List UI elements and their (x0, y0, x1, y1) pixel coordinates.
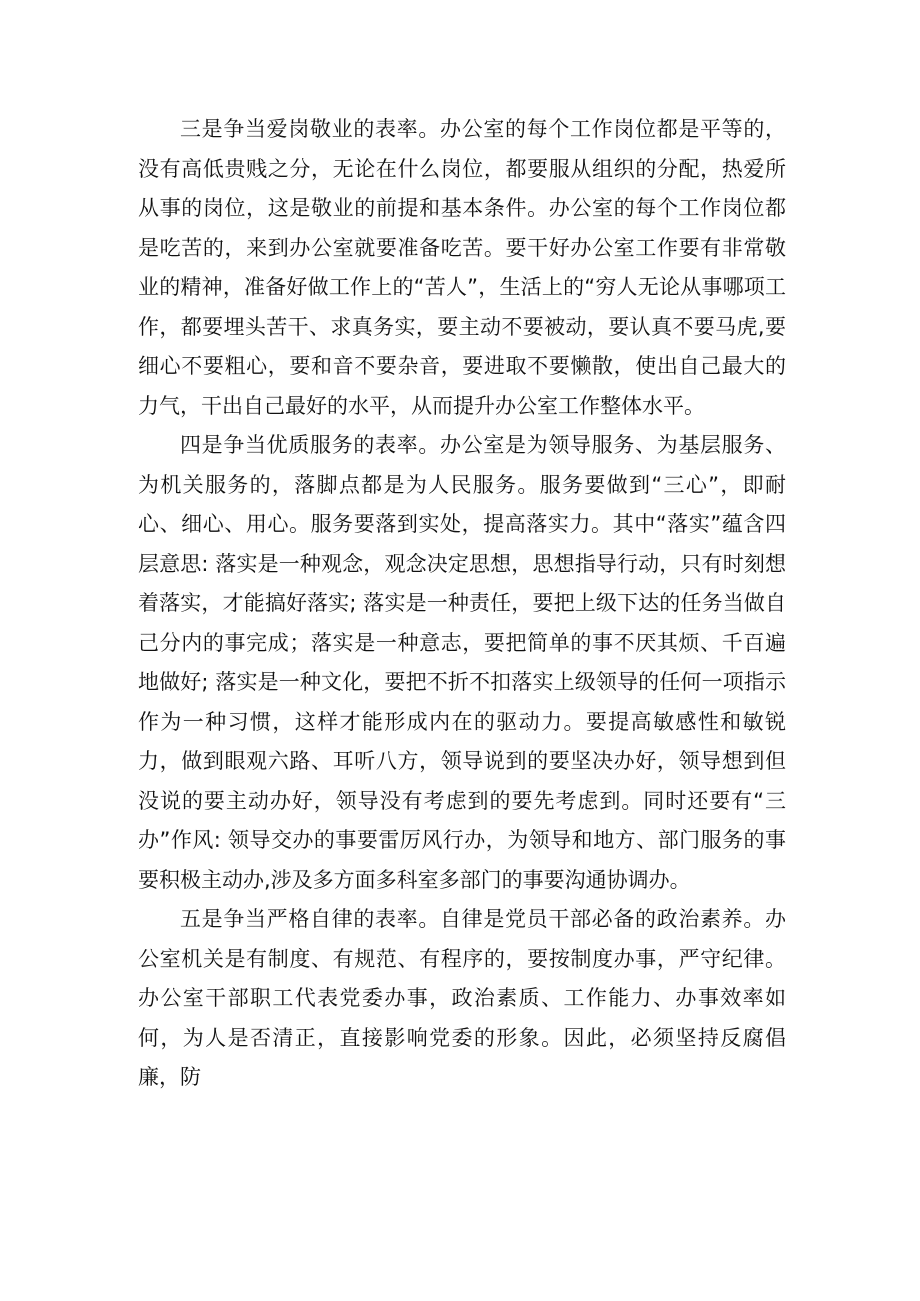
document-body (138, 110, 786, 1098)
paragraph-devotion: 三是争当爱岗敬业的表率。办公室的每个工作岗位都是平等的，没有高低贵贱之分，无论在什么岗位，都要服从组织的分配，热爱所从事的岗位，这是敬业的前提和基本条件。办公室的每个工作岗位都是吃苦的，来到办公室就要准备吃苦。要干好办公室工作要有非常敬业的精神，准备好做工作上的“苦人”，生活上的“穷人无论从事哪项工作，都要埋头苦干、求真务实，要主动不要被动，要认真不要马虎,要细心不要粗心，要和音不要杂音，要进取不要懒散，使出自己最大的力气，干出自己最好的水平，从而提升办公室工作整体水平。 (138, 117, 786, 418)
paragraph-discipline: 五是争当严格自律的表率。自律是党员干部必备的政治素养。办公室机关是有制度、有规范、有程序的，要按制度办事，严守纪律。办公室干部职工代表党委办事，政治素质、工作能力、办事效率如何，为人是否清正，直接影响党委的形象。因此，必须坚持反腐倡廉，防 (138, 907, 786, 1089)
paragraph-service: 四是争当优质服务的表率。办公室是为领导服务、为基层服务、为机关服务的，落脚点都是为人民服务。服务要做到“三心”，即耐心、细心、用心。服务要落到实处，提高落实力。其中“落实”蕴含四层意思: 落实是一种观念，观念决定思想，思想指导行动，只有时刻想着落实，才能搞好落实; 落实是一种责任，要把上级下达的任务当做自己分内的事完成；落实是一种意志，要把简单的事不厌其烦、千百遍地做好; 落实是一种文化，要把不折不扣落实上级领导的任何一项指示作为一种习惯，这样才能形成内在的驱动力。要提高敏感性和敏锐力，做到眼观六路、耳听八方，领导说到的要坚决办好，领导想到但没说的要主动办好，领导没有考虑到的要先考虑到。同时还要有“三办”作风: 领导交办的事要雷厉风行办，为领导和地方、部门服务的事要积极主动办,涉及多方面多科室多部门的事要沟通协调办。 (138, 433, 786, 892)
